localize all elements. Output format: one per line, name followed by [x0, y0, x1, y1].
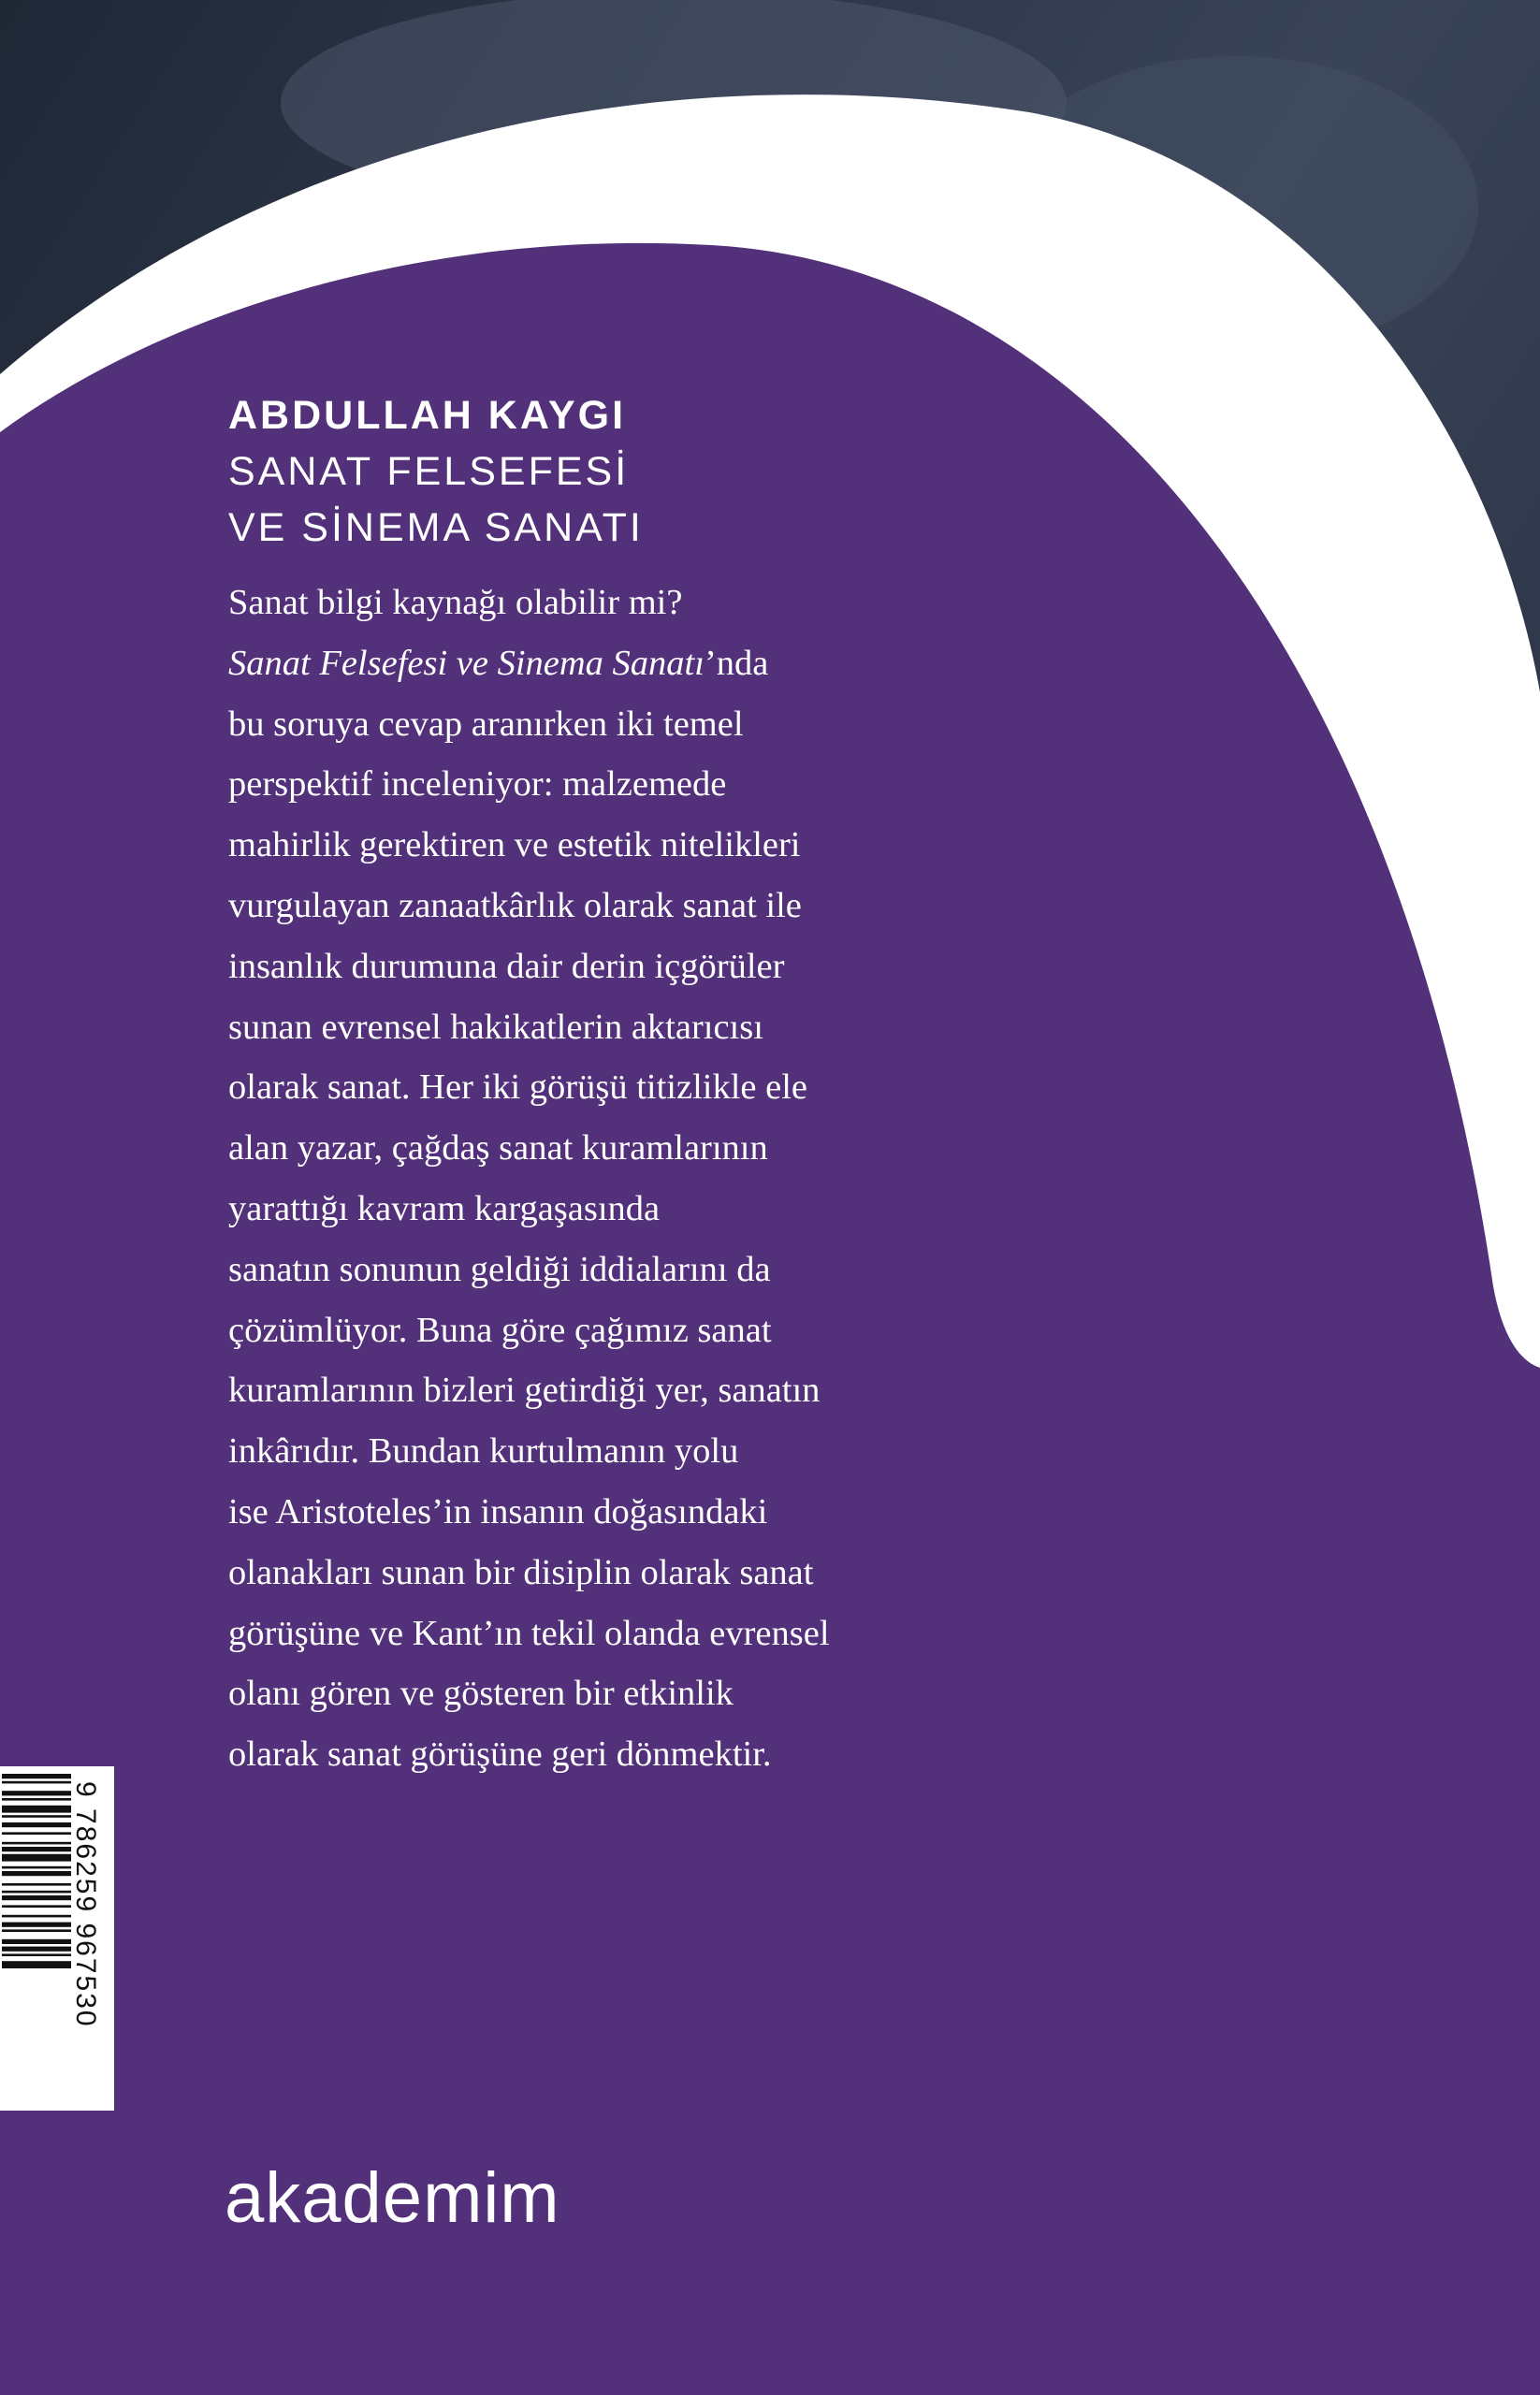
barcode-bar [2, 1929, 71, 1932]
book-title-italic: Sanat Felsefesi ve Sinema Sanatı [228, 643, 705, 683]
barcode-bar [2, 1781, 71, 1784]
barcode-bar [2, 1774, 71, 1778]
blurb-line: görüşüne ve Kant’ın tekil olanda evrensel [228, 1613, 830, 1653]
barcode-bar [2, 1791, 71, 1795]
blurb-line: olanakları sunan bir disiplin olarak sanat [228, 1552, 814, 1592]
book-title-line-2: VE SİNEMA SANATI [228, 505, 644, 550]
blurb-text [228, 573, 1033, 1785]
blurb-line: inkârıdır. Bundan kurtulmanın yolu [228, 1431, 739, 1472]
barcode-bar [2, 1842, 71, 1845]
blurb-line: çözümlüyor. Buna göre çağımız sanat [228, 1310, 772, 1350]
barcode-bar [2, 1847, 71, 1851]
blurb-line: yarattığı kavram kargaşasında [228, 1188, 661, 1228]
blurb-line: sanatın sonunun geldiği iddialarını da [228, 1249, 771, 1289]
blurb-line: insanlık durumuna dair derin içgörüler [228, 946, 785, 986]
barcode-bar [2, 1866, 71, 1869]
barcode-bar [2, 1798, 71, 1801]
barcode-bar [2, 1883, 71, 1886]
barcode-bar [2, 1905, 71, 1908]
blurb-line: alan yazar, çağdaş sanat kuramlarının [228, 1128, 768, 1168]
blurb-line: olarak sanat görüşüne geri dönmektir. [228, 1735, 772, 1775]
barcode-bar [2, 1891, 71, 1894]
blurb-line: ise Aristoteles’in insanın doğasındaki [228, 1491, 768, 1531]
book-title-line-1: SANAT FELSEFESİ [228, 449, 630, 494]
blurb-line: Sanat bilgi kaynağı olabilir mi? [228, 583, 683, 622]
barcode-bar [2, 1947, 71, 1952]
blurb-suffix: ’nda [704, 643, 769, 683]
blurb-line: perspektif inceleniyor: malzemede [228, 764, 727, 805]
blurb-line: olarak sanat. Her iki görüşü titizlikle ele [228, 1067, 808, 1108]
blurb-line: sunan evrensel hakikatlerin aktarıcısı [228, 1007, 763, 1047]
barcode-bar [2, 1895, 71, 1900]
author-name: ABDULLAH KAYGI [228, 393, 627, 438]
blurb-line [228, 633, 1033, 694]
barcode-bar [2, 1961, 71, 1968]
barcode-bar [2, 1854, 71, 1862]
barcode-bar [2, 1815, 71, 1818]
barcode-bar [2, 1871, 71, 1876]
barcode-bar [2, 1806, 71, 1813]
isbn-digits: 9 786259 967530 [70, 1781, 101, 2028]
barcode-bar [2, 1832, 71, 1835]
blurb-line: kuramlarının bizleri getirdiği yer, sanatın [228, 1371, 821, 1411]
barcode-bar [2, 1939, 71, 1944]
blurb-line: mahirlik gerektiren ve estetik nitelikleri [228, 825, 801, 865]
blurb-line: olanı gören ve gösteren bir etkinlik [228, 1674, 734, 1714]
barcode-bar [2, 1953, 71, 1956]
barcode-bar [2, 1923, 71, 1927]
blurb-line: bu soruya cevap aranırken iki temel [228, 704, 744, 744]
blurb-line: vurgulayan zanaatkârlık olarak sanat ile [228, 885, 802, 925]
barcode-bar [2, 1915, 71, 1918]
barcode-bar [2, 1822, 71, 1827]
publisher-logo: akademim [225, 2158, 560, 2238]
